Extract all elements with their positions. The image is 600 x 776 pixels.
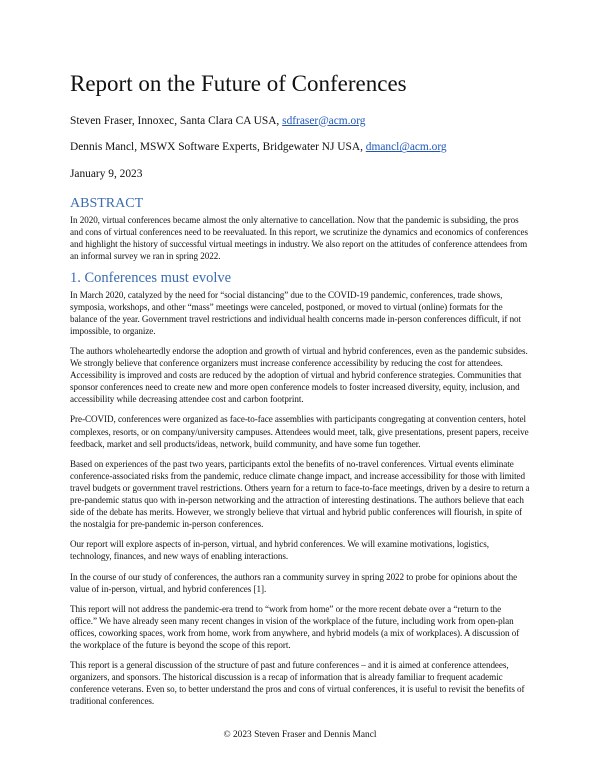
section-1-paragraph: Based on experiences of the past two years, participants extol the benefits of no-travel conferences. Virtual events eliminate conference-associated risks from the pandemic, reduce climate change impact, and increase accessibility for those with limited travel budgets or government travel restrictions. Others yearn for a return to face-to-face meetings, driven by a desire to return a pre-pandemic status quo with in-person networking and the attraction of interesting destinations. The authors believe that each side of the debate has merits. However, we strongly believe that virtual and hybrid public conferences will flourish, in spite of the nostalgia for pre-pandemic in-person conferences. <box>70 458 530 530</box>
author-1-affiliation: Steven Fraser, Innoxec, Santa Clara CA USA, <box>70 114 283 127</box>
section-1-paragraph: This report will not address the pandemic-era trend to “work from home” or the more recent debate over a “return to the office.” We have already seen many recent changes in vision of the workplace of the future, including work from open-plan offices, coworking spaces, work from home, work from anywhere, and hybrid models (a mix of workplaces). A discussion of the workplace of the future is beyond the scope of this report. <box>70 603 520 650</box>
author-line-1 <box>70 114 530 129</box>
author-2-affiliation: Dennis Mancl, MSWX Software Experts, Bridgewater NJ USA, <box>70 141 366 154</box>
author-2-email-link[interactable]: dmancl@acm.org <box>365 141 447 154</box>
section-1-paragraph: Pre-COVID, conferences were organized as face-to-face assemblies with participants congregating at convention centers, hotel complexes, resorts, or on company/university campuses. Attendees would meet, talk, give presentations, present papers, receive feedback, market and sell products/ideas, network, build community, and have some fun together. <box>70 414 529 449</box>
abstract-text: In 2020, virtual conferences became almost the only alternative to cancellation. Now that the pandemic is subsiding, the pros and cons of virtual conferences need to be reevaluated. In this report, we scrutinize the dynamics and economics of conferences and highlight the history of successful virtual meetings in industry. We also report on the attitudes of conference attendees from an informal survey we ran in spring 2022. <box>70 214 529 262</box>
section-1-paragraph: In the course of our study of conferences, the authors ran a community survey in spring 2022 to probe for opinions about the value of in-person, virtual, and hybrid conferences [1]. <box>70 571 518 594</box>
section-1-paragraph: The authors wholeheartedly endorse the adoption and growth of virtual and hybrid conferences, even as the pandemic subsides. We strongly believe that conference organizers must increase conference accessibility by reducing the cost for attendees. Accessibility is improved and costs are reduced by the adoption of virtual and hybrid conference strategies. Communities that sponsor conferences need to create new and more open conference models to foster increased diversity, equity, inclusion, and accessibility while decreasing attendee cost and carbon footprint. <box>70 346 528 405</box>
author-1-email-link[interactable]: sdfraser@acm.org <box>282 114 366 127</box>
page-title: Report on the Future of Conferences <box>70 71 407 96</box>
author-line-2 <box>70 140 530 155</box>
page-footer: © 2023 Steven Fraser and Dennis Mancl <box>223 730 377 740</box>
publication-date: January 9, 2023 <box>70 168 143 181</box>
section-1-paragraph: This report is a general discussion of the structure of past and future conferences – and it is aimed at conference attendees, organizers, and sponsors. The historical discussion is a recap of information that is already familiar to frequent academic conference veterans. Even so, to better understand the pros and cons of virtual conferences, it is useful to revisit the benefits of traditional conferences. <box>70 660 525 707</box>
section-1-paragraph: Our report will explore aspects of in-person, virtual, and hybrid conferences. We will examine motivations, logistics, technology, finances, and new ways of enabling interactions. <box>70 539 489 562</box>
section-1-heading: 1. Conferences must evolve <box>70 270 232 287</box>
section-1-paragraph: In March 2020, catalyzed by the need for “social distancing” due to the COVID-19 pandemic, conferences, trade shows, symposia, workshops, and other “mass” meetings were canceled, postponed, or moved to virtual (online) formats for the balance of the year. Government travel restrictions and individual health concerns made in-person conferences difficult, if not impossible, to organize. <box>70 289 522 336</box>
abstract-heading: ABSTRACT <box>70 196 144 212</box>
